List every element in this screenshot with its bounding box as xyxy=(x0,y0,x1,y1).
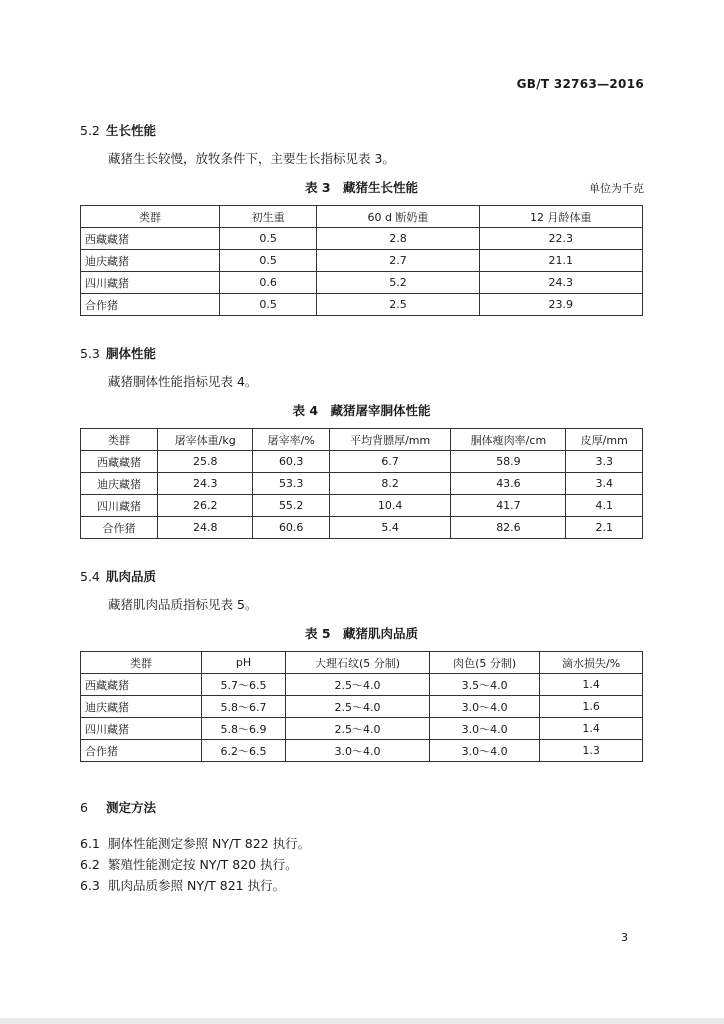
table-cell: 6.2～6.5 xyxy=(202,740,286,762)
column-header: 大理石纹(5 分制) xyxy=(286,652,430,674)
method-text: 胴体性能测定参照 NY/T 822 执行。 xyxy=(108,836,311,851)
table-cell: 25.8 xyxy=(158,451,253,473)
table-cell: 55.2 xyxy=(253,495,330,517)
section-5-4-text: 藏猪肌肉品质指标见表 5。 xyxy=(108,597,258,612)
section-number: 5.4 xyxy=(80,569,100,584)
column-header: 胴体瘦肉率/cm xyxy=(451,429,566,451)
table-row xyxy=(81,740,643,762)
table-cell: 迪庆藏猪 xyxy=(81,250,220,272)
column-header: 类群 xyxy=(81,206,220,228)
column-header: 屠宰体重/kg xyxy=(158,429,253,451)
table-cell: 8.2 xyxy=(329,473,450,495)
table-cell: 3.0～4.0 xyxy=(286,740,430,762)
table-row xyxy=(81,451,643,473)
table-cell: 合作猪 xyxy=(81,517,158,539)
table-row xyxy=(81,718,643,740)
column-header: 类群 xyxy=(81,652,202,674)
table-row xyxy=(81,228,643,250)
table-row xyxy=(81,294,643,316)
table-5 xyxy=(80,651,643,762)
table-cell: 60.3 xyxy=(253,451,330,473)
column-header: 平均背膘厚/mm xyxy=(329,429,450,451)
table-cell: 四川藏猪 xyxy=(81,495,158,517)
table-3-caption: 表 3 藏猪生长性能 xyxy=(304,180,419,195)
section-5-2-heading xyxy=(80,121,156,139)
table-cell: 2.8 xyxy=(317,228,479,250)
table-cell: 2.5～4.0 xyxy=(286,674,430,696)
method-number: 6.1 xyxy=(80,836,100,851)
table-cell: 22.3 xyxy=(479,228,642,250)
table-header-row xyxy=(81,652,643,674)
table-cell: 合作猪 xyxy=(81,740,202,762)
method-text: 繁殖性能测定按 NY/T 820 执行。 xyxy=(108,857,298,872)
table-cell: 3.0～4.0 xyxy=(430,696,540,718)
table-cell: 58.9 xyxy=(451,451,566,473)
table-row xyxy=(81,473,643,495)
table-cell: 0.5 xyxy=(220,228,317,250)
table-cell: 23.9 xyxy=(479,294,642,316)
section-5-2-text: 藏猪生长较慢，放牧条件下，主要生长指标见表 3。 xyxy=(108,151,395,166)
table-cell: 迪庆藏猪 xyxy=(81,696,202,718)
column-header: 12 月龄体重 xyxy=(479,206,642,228)
table-cell: 3.4 xyxy=(566,473,643,495)
column-header: 类群 xyxy=(81,429,158,451)
table-cell: 0.5 xyxy=(220,294,317,316)
table-header-row xyxy=(81,429,643,451)
column-header: 屠宰率/% xyxy=(253,429,330,451)
table-cell: 1.3 xyxy=(540,740,643,762)
table-cell: 10.4 xyxy=(329,495,450,517)
table-cell: 四川藏猪 xyxy=(81,718,202,740)
table-cell: 5.7～6.5 xyxy=(202,674,286,696)
section-title: 生长性能 xyxy=(106,123,157,138)
page-bottom-edge xyxy=(0,1018,724,1024)
method-item xyxy=(80,834,310,852)
table-3-unit: 单位为千克 xyxy=(589,182,644,195)
table-cell: 0.5 xyxy=(220,250,317,272)
table-cell: 3.3 xyxy=(566,451,643,473)
table-cell: 43.6 xyxy=(451,473,566,495)
section-5-3-heading xyxy=(80,344,156,362)
table-cell: 5.2 xyxy=(317,272,479,294)
table-cell: 60.6 xyxy=(253,517,330,539)
table-cell: 24.3 xyxy=(158,473,253,495)
table-cell: 西藏藏猪 xyxy=(81,228,220,250)
section-6-heading xyxy=(80,798,156,816)
section-number: 5.3 xyxy=(80,346,100,361)
column-header: 皮厚/mm xyxy=(566,429,643,451)
column-header: 初生重 xyxy=(220,206,317,228)
table-cell: 82.6 xyxy=(451,517,566,539)
column-header: 滴水损失/% xyxy=(540,652,643,674)
method-text: 肌肉品质参照 NY/T 821 执行。 xyxy=(108,878,286,893)
section-5-4-heading xyxy=(80,567,156,585)
method-number: 6.3 xyxy=(80,878,100,893)
table-cell: 西藏藏猪 xyxy=(81,451,158,473)
table-cell: 41.7 xyxy=(451,495,566,517)
table-cell: 3.0～4.0 xyxy=(430,740,540,762)
table-cell: 1.6 xyxy=(540,696,643,718)
section-5-3-text: 藏猪胴体性能指标见表 4。 xyxy=(108,374,258,389)
section-title: 测定方法 xyxy=(106,800,157,815)
table-cell: 2.1 xyxy=(566,517,643,539)
column-header: pH xyxy=(202,652,286,674)
table-cell: 1.4 xyxy=(540,718,643,740)
method-item xyxy=(80,876,285,894)
table-cell: 西藏藏猪 xyxy=(81,674,202,696)
table-row xyxy=(81,495,643,517)
table-cell: 4.1 xyxy=(566,495,643,517)
table-4 xyxy=(80,428,643,539)
table-cell: 1.4 xyxy=(540,674,643,696)
page-number: 3 xyxy=(621,931,628,944)
method-item xyxy=(80,855,298,873)
table-cell: 2.5～4.0 xyxy=(286,718,430,740)
table-cell: 5.8～6.9 xyxy=(202,718,286,740)
table-cell: 2.5～4.0 xyxy=(286,696,430,718)
standard-code: GB/T 32763—2016 xyxy=(516,77,644,91)
method-number: 6.2 xyxy=(80,857,100,872)
section-title: 胴体性能 xyxy=(106,346,157,361)
table-cell: 0.6 xyxy=(220,272,317,294)
table-row xyxy=(81,250,643,272)
table-cell: 24.3 xyxy=(479,272,642,294)
table-cell: 21.1 xyxy=(479,250,642,272)
table-row xyxy=(81,272,643,294)
table-row xyxy=(81,696,643,718)
table-4-caption: 表 4 藏猪屠宰胴体性能 xyxy=(292,403,431,418)
table-cell: 合作猪 xyxy=(81,294,220,316)
table-3 xyxy=(80,205,643,316)
column-header: 肉色(5 分制) xyxy=(430,652,540,674)
column-header: 60 d 断奶重 xyxy=(317,206,479,228)
table-row xyxy=(81,517,643,539)
table-cell: 2.5 xyxy=(317,294,479,316)
table-row xyxy=(81,674,643,696)
table-cell: 四川藏猪 xyxy=(81,272,220,294)
section-number: 6 xyxy=(80,800,88,815)
table-5-caption: 表 5 藏猪肌肉品质 xyxy=(304,626,419,641)
table-cell: 2.7 xyxy=(317,250,479,272)
table-cell: 3.0～4.0 xyxy=(430,718,540,740)
table-cell: 53.3 xyxy=(253,473,330,495)
table-cell: 3.5～4.0 xyxy=(430,674,540,696)
section-title: 肌肉品质 xyxy=(106,569,157,584)
table-cell: 24.8 xyxy=(158,517,253,539)
section-number: 5.2 xyxy=(80,123,100,138)
table-header-row xyxy=(81,206,643,228)
table-cell: 5.4 xyxy=(329,517,450,539)
table-cell: 26.2 xyxy=(158,495,253,517)
table-cell: 6.7 xyxy=(329,451,450,473)
table-cell: 5.8～6.7 xyxy=(202,696,286,718)
table-cell: 迪庆藏猪 xyxy=(81,473,158,495)
